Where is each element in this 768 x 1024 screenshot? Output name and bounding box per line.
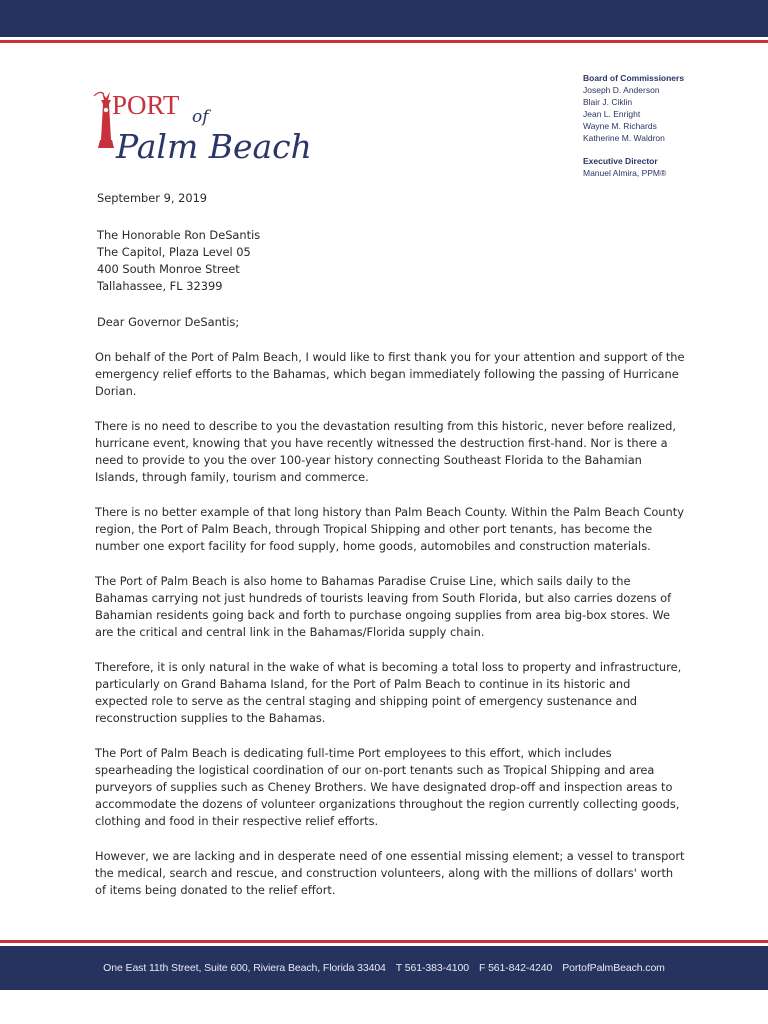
paragraph: On behalf of the Port of Palm Beach, I would like to first thank you for your attention and support of the emergency relief efforts to the Bahamas, which began immediately following the passing of Hurricane Dorian. (95, 350, 685, 398)
director-name: Manuel Almira, PPM® (583, 168, 667, 178)
commissioner-name: Blair J. Ciklin (583, 97, 633, 107)
commissioner-name: Jean L. Enright (583, 109, 641, 119)
recipient-address (97, 227, 685, 295)
lighthouse-logo-icon (92, 88, 342, 168)
address-line: 400 South Monroe Street (97, 262, 240, 276)
footer-website[interactable]: PortofPalmBeach.com (562, 962, 665, 974)
commissioner-name: Katherine M. Waldron (583, 133, 665, 143)
letter-date: September 9, 2019 (97, 191, 208, 205)
footer-phone: T 561-383-4100 (395, 962, 469, 974)
paragraph: Therefore, it is only natural in the wake of what is becoming a total loss to property and infrastructure, particularly on Grand Bahama Island, for the Port of Palm Beach to continue in its historic and expected role to serve as the central staging and shipping point of emergency sustenance and reconstruction supplies to the Bahamas. (95, 660, 682, 725)
address-line: Tallahassee, FL 32399 (97, 279, 223, 293)
paragraph: There is no need to describe to you the devastation resulting from this historic, never before realized, hurricane event, knowing that you have recently witnessed the destruction first-hand. Nor is there a need to provide to you the over 100-year history connecting Southeast Florida to the Bahamian Islands, through family, tourism and commerce. (95, 419, 677, 484)
paragraph: The Port of Palm Beach is dedicating full-time Port employees to this effort, which includes spearheading the logistical coordination of our on-port tenants such as Tropical Shipping and area purveyors of supplies such as Cheney Brothers. We have designated drop-off and inspection areas to accommodate the dozens of volunteer organizations throughout the region currently collecting goods, clothing and food in their respective relief efforts. (95, 746, 680, 828)
logo-of-text: of (192, 107, 209, 127)
board-of-commissioners (583, 72, 763, 179)
header-stripe (0, 40, 768, 43)
salutation: Dear Governor DeSantis; (97, 315, 240, 329)
footer-stripe (0, 940, 768, 943)
header-band (0, 0, 768, 37)
logo-palm-beach-text: Palm Beach (116, 127, 312, 166)
paragraph: There is no better example of that long history than Palm Beach County. Within the Palm Beach County region, the Port of Palm Beach, through Tropical Shipping and other port tenants, has become the number one export facility for food supply, home goods, automobiles and construction materials. (95, 505, 684, 553)
footer-address: One East 11th Street, Suite 600, Riviera Beach, Florida 33404 (103, 962, 386, 974)
logo-port-text: PORT (112, 90, 180, 120)
commissioners-heading: Board of Commissioners (583, 73, 685, 83)
address-line: The Honorable Ron DeSantis (97, 228, 261, 242)
port-logo (92, 88, 342, 168)
paragraph: The Port of Palm Beach is also home to Bahamas Paradise Cruise Line, which sails daily to the Bahamas carrying not just hundreds of tourists leaving from South Florida, but also carries dozens of Bahamian residents going back and forth to purchase ongoing supplies from area big-box stores. We are the critical and central link in the Bahamas/Florida supply chain. (95, 574, 672, 639)
address-line: The Capitol, Plaza Level 05 (97, 245, 251, 259)
footer-band (0, 946, 768, 990)
letter-body (95, 190, 685, 917)
commissioner-name: Joseph D. Anderson (583, 85, 660, 95)
paragraph: However, we are lacking and in desperate need of one essential missing element; a vessel to transport the medical, search and rescue, and construction volunteers, along with the millions of dollars' worth of items being donated to the relief effort. (95, 849, 685, 897)
footer-fax: F 561-842-4240 (478, 962, 553, 974)
director-heading: Executive Director (583, 156, 658, 166)
commissioner-name: Wayne M. Richards (583, 121, 657, 131)
